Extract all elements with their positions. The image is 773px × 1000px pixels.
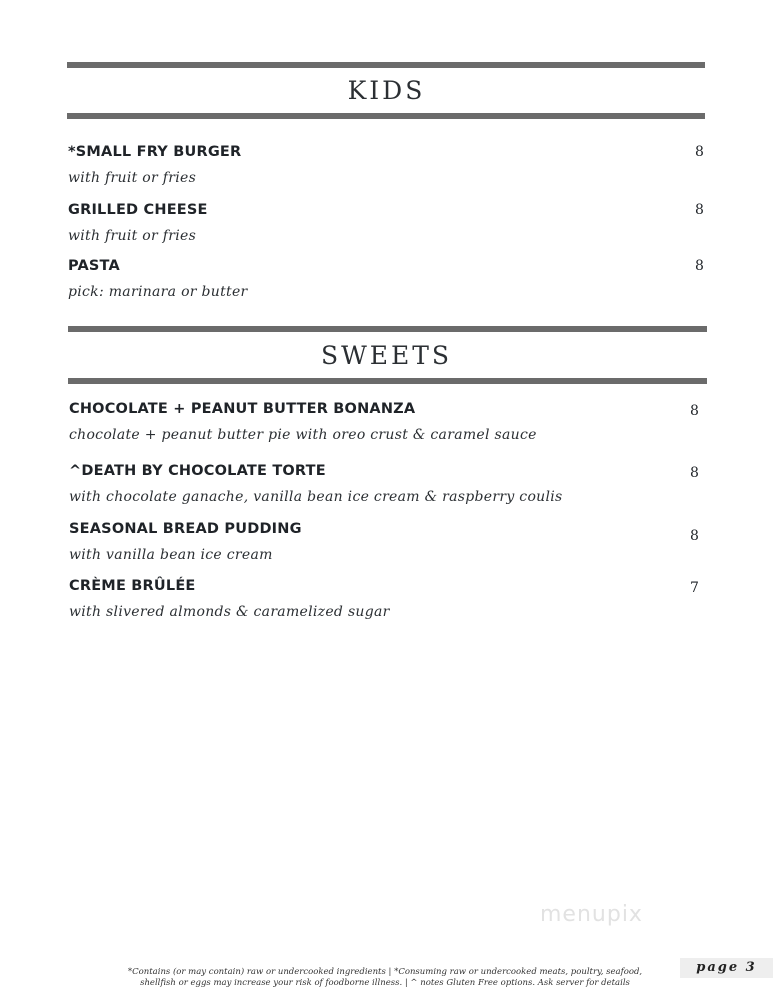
item-description: with fruit or fries [68, 228, 197, 244]
item-price: 8 [695, 144, 704, 160]
menu-item [69, 463, 705, 507]
item-name: CRÈME BRÛLÉE [69, 578, 196, 594]
footnote-line-1: *Contains (or may contain) raw or undercooked ingredients | *Consuming raw or undercooked meats, poultry, seafood, [127, 967, 643, 977]
item-price: 8 [695, 258, 704, 274]
item-name: ^DEATH BY CHOCOLATE TORTE [69, 463, 326, 479]
item-description: chocolate + peanut butter pie with oreo crust & caramel sauce [69, 427, 537, 443]
item-description: with chocolate ganache, vanilla bean ice cream & raspberry coulis [69, 489, 563, 505]
menu-item [68, 144, 704, 188]
kids-top-rule [67, 62, 705, 68]
page-number-label: page 3 [680, 958, 773, 978]
item-price: 8 [690, 465, 699, 481]
item-description: with fruit or fries [68, 170, 197, 186]
kids-section-title: KIDS [347, 76, 426, 105]
item-price: 8 [690, 403, 699, 419]
sweets-bottom-rule [68, 378, 707, 384]
menu-item [69, 521, 705, 565]
menu-item [68, 202, 704, 246]
allergen-footnote [90, 967, 680, 989]
item-name: PASTA [68, 258, 120, 274]
menu-item [68, 258, 704, 302]
menu-item [69, 401, 705, 445]
item-price: 8 [695, 202, 704, 218]
item-description: with slivered almonds & caramelized sugar [69, 604, 390, 620]
item-price: 8 [690, 528, 699, 544]
item-price: 7 [690, 580, 699, 596]
item-description: pick: marinara or butter [68, 284, 248, 300]
sweets-section-title: SWEETS [320, 341, 453, 370]
menupix-watermark: menupix [540, 902, 643, 927]
item-description: with vanilla bean ice cream [69, 547, 273, 563]
kids-bottom-rule [67, 113, 705, 119]
sweets-top-rule [68, 326, 707, 332]
item-name: GRILLED CHEESE [68, 202, 208, 218]
item-name: SEASONAL BREAD PUDDING [69, 521, 302, 537]
item-name: *SMALL FRY BURGER [68, 144, 242, 160]
item-name: CHOCOLATE + PEANUT BUTTER BONANZA [69, 401, 416, 417]
menu-item [69, 578, 705, 622]
footnote-line-2: shellfish or eggs may increase your risk of foodborne illness. | ^ notes Gluten Free options. Ask server for details [140, 978, 630, 988]
